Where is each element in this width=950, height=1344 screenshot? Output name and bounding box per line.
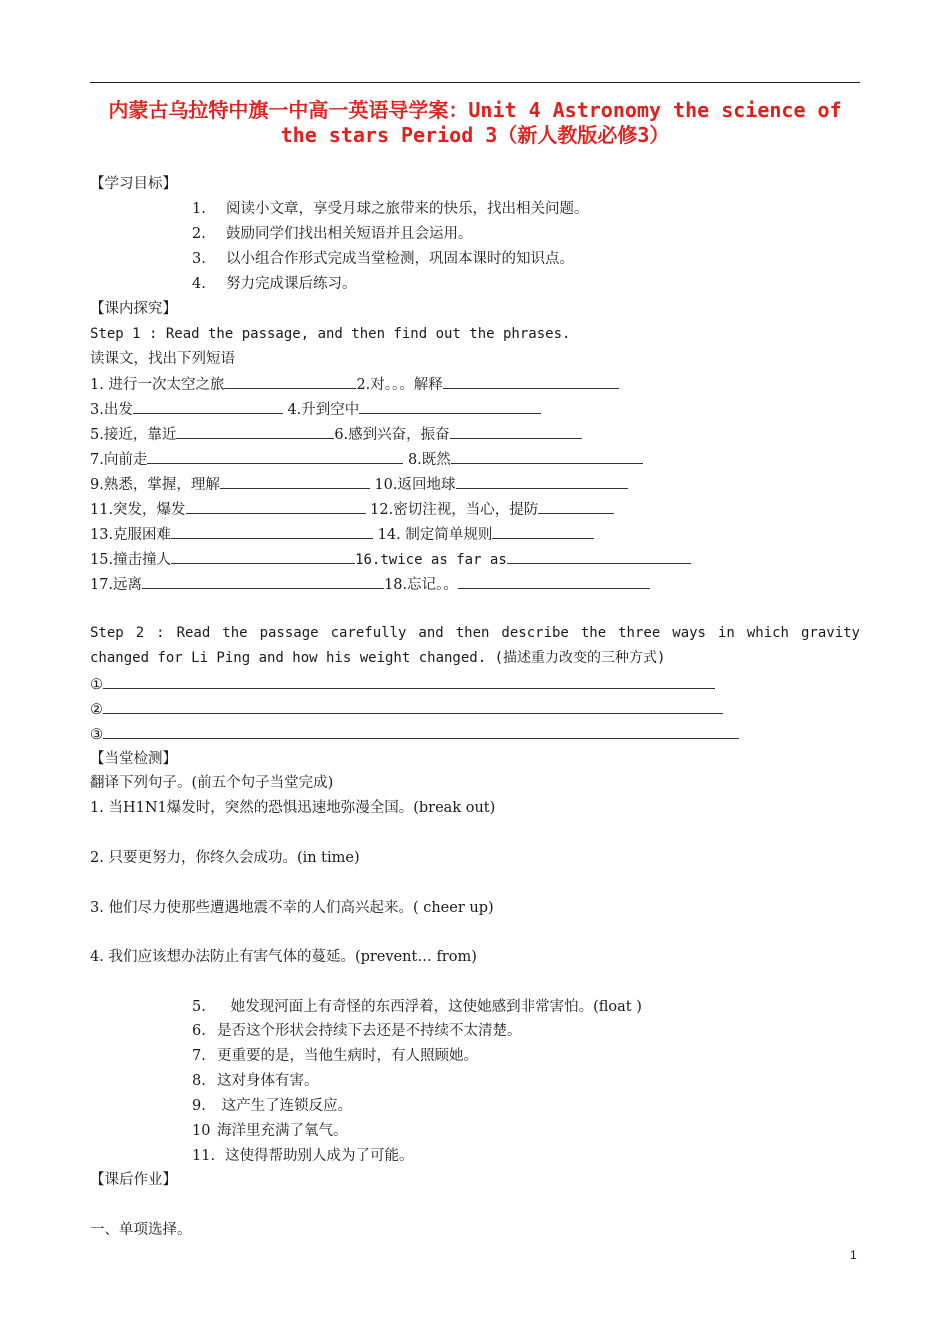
phrase-row: 13.克服困难 14. 制定简单规则: [90, 524, 594, 545]
objective-item: 3. 以小组合作形式完成当堂检测，巩固本课时的知识点。: [192, 251, 574, 267]
step1-instruction: Step 1 : Read the passage, and then find out the phrases.: [90, 326, 571, 342]
phrase-row: 5.接近，靠近 6.感到兴奋，振奋: [90, 424, 582, 445]
answer-blank[interactable]: [443, 374, 619, 389]
answer-blank[interactable]: [220, 474, 370, 489]
check-intro: 翻译下列句子。(前五个句子当堂完成): [90, 775, 334, 791]
answer-blank[interactable]: [450, 424, 582, 439]
translation-sentence: 5. 她发现河面上有奇怪的东西浮着，这使她感到非常害怕。(float ): [192, 999, 642, 1015]
answer-blank[interactable]: [142, 574, 384, 589]
answer-blank[interactable]: [458, 574, 650, 589]
phrase-row: 11.突发，爆发 12.密切注视，当心，提防: [90, 499, 614, 520]
answer-blank[interactable]: [176, 424, 334, 439]
answer-blank[interactable]: [103, 724, 739, 739]
phrase-row: 9.熟悉，掌握，理解 10.返回地球: [90, 474, 628, 495]
header-rule: [90, 82, 860, 83]
translation-sentence: 11. 这使得帮助别人成为了可能。: [192, 1148, 414, 1164]
translation-sentence: 6. 是否这个形状会持续下去还是不持续不太清楚。: [192, 1023, 522, 1039]
answer-line: ③: [90, 724, 739, 745]
translation-sentence: 7. 更重要的是，当他生病时，有人照顾她。: [192, 1048, 478, 1064]
objective-item: 1. 阅读小文章，享受月球之旅带来的快乐，找出相关问题。: [192, 201, 589, 217]
objectives-heading: 【学习目标】: [90, 176, 177, 192]
translation-sentence: 10 海洋里充满了氧气。: [192, 1123, 348, 1139]
answer-blank[interactable]: [186, 499, 366, 514]
translation-sentence: 3. 他们尽力使那些遭遇地震不幸的人们高兴起来。( cheer up): [90, 900, 494, 916]
phrase-row: 15.撞击撞人 16.twice as far as: [90, 549, 691, 570]
answer-blank[interactable]: [492, 524, 594, 539]
homework-heading: 【课后作业】: [90, 1172, 177, 1188]
answer-blank[interactable]: [133, 399, 283, 414]
answer-blank[interactable]: [103, 699, 723, 714]
translation-sentence: 1. 当H1N1爆发时，突然的恐惧迅速地弥漫全国。(break out): [90, 800, 496, 816]
phrase-row: 1. 进行一次太空之旅 2.对。。。解释: [90, 374, 619, 395]
phrase-row: 3.出发 4.升到空中: [90, 399, 541, 420]
answer-blank[interactable]: [456, 474, 628, 489]
translation-sentence: 9. 这产生了连锁反应。: [192, 1098, 353, 1114]
objective-item: 4. 努力完成课后练习。: [192, 276, 357, 292]
answer-blank[interactable]: [103, 674, 715, 689]
objective-item: 2. 鼓励同学们找出相关短语并且会运用。: [192, 226, 473, 242]
answer-blank[interactable]: [224, 374, 356, 389]
translation-sentence: 2. 只要更努力，你终久会成功。(in time): [90, 850, 360, 866]
page-title: 内蒙古乌拉特中旗一中高一英语导学案：Unit 4 Astronomy the science of the stars Period 3（新人教版必修3）: [108, 98, 842, 147]
answer-blank[interactable]: [359, 399, 541, 414]
answer-blank[interactable]: [171, 524, 373, 539]
answer-blank[interactable]: [171, 549, 355, 564]
answer-blank[interactable]: [147, 449, 403, 464]
answer-blank[interactable]: [451, 449, 643, 464]
phrase-row: 17.远离 18.忘记。。: [90, 574, 650, 595]
answer-blank[interactable]: [507, 549, 691, 564]
answer-blank[interactable]: [538, 499, 614, 514]
translation-sentence: 4. 我们应该想办法防止有害气体的蔓延。(prevent… from): [90, 949, 477, 965]
check-heading: 【当堂检测】: [90, 751, 177, 767]
phrase-row: 7.向前走 8.既然: [90, 449, 643, 470]
homework-part1: 一、单项选择。: [90, 1222, 192, 1238]
explore-heading: 【课内探究】: [90, 301, 177, 317]
page-number: 1: [850, 1248, 857, 1262]
answer-line: ②: [90, 699, 723, 720]
translation-sentence: 8. 这对身体有害。: [192, 1073, 319, 1089]
step1-instruction-cn: 读课文，找出下列短语: [90, 351, 235, 367]
step2-instruction: Step 2 : Read the passage carefully and then describe the three ways in which gravity changed for Li Ping and how his weight changed. (描述重力改变的三种方式): [90, 625, 860, 666]
answer-line: ①: [90, 674, 715, 695]
